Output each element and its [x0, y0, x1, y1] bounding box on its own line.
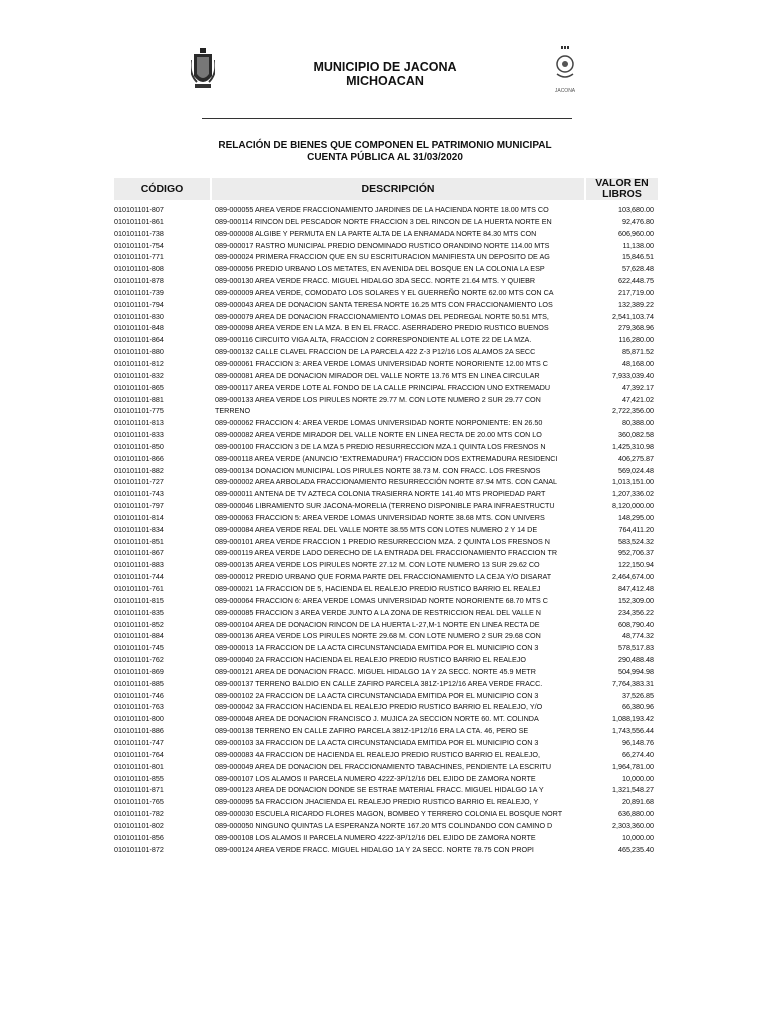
- table-row: [0, 429, 770, 441]
- column-header-value: VALOR EN LIBROS: [586, 178, 658, 200]
- row-code: 010101101-869: [114, 666, 164, 676]
- table-row: [0, 737, 770, 749]
- row-code: 010101101-761: [114, 584, 164, 593]
- row-value: 2,541,103.74: [612, 311, 654, 321]
- row-value: 47,392.17: [622, 382, 654, 392]
- table-row: [0, 536, 770, 548]
- row-description: 089-000100 FRACCION 3 DE LA MZA 5 PREDIO RESURRECCION MZA.1 QUINTA LOS FRESNOS N: [215, 441, 546, 451]
- row-code: 010101101-744: [114, 572, 164, 582]
- row-code: 010101101-878: [114, 276, 164, 286]
- table-row: [0, 465, 770, 477]
- row-description: 089-000055 AREA VERDE FRACCIONAMIENTO JARDINES DE LA HACIENDA NORTE 18.00 MTS CO: [215, 205, 549, 214]
- table-row: [0, 571, 770, 583]
- row-value: 10,000.00: [622, 832, 654, 842]
- row-value: 847,412.48: [618, 584, 654, 593]
- row-value: 7,764,383.31: [612, 678, 654, 688]
- table-row: [0, 832, 770, 844]
- row-description: 089-000013 1A FRACCION DE LA ACTA CIRCUNSTANCIADA EMITIDA POR EL MUNICIPIO CON 3: [215, 643, 539, 653]
- row-code: 010101101-797: [114, 501, 164, 511]
- table-row: [0, 547, 770, 559]
- row-code: 010101101-856: [114, 832, 164, 842]
- row-value: 1,013,151.00: [612, 477, 654, 487]
- row-description: 089-000138 TERRENO EN CALLE ZAFIRO PARCELA 381Z-1P12/16 ERA LA CTA. 46, PERO SE: [215, 726, 529, 736]
- row-value: 2,722,356.00: [612, 406, 654, 416]
- row-code: 010101101-802: [114, 820, 164, 830]
- row-code: 010101101-815: [114, 595, 164, 605]
- row-description: 089-000017 RASTRO MUNICIPAL PREDIO DENOMINADO RUSTICO ORANDINO NORTE 114.00 MTS: [215, 240, 550, 250]
- row-description: 089-000116 CIRCUITO VIGA ALTA, FRACCION 2 CORRESPONDIENTE AL LOTE 22 DE LA MZA.: [215, 335, 532, 345]
- row-code: 010101101-848: [114, 323, 164, 333]
- table-row: [0, 808, 770, 820]
- row-description: 089-000085 FRACCION 3 AREA VERDE JUNTO A LA ZONA DE RESTRICCION REAL DEL VALLE N: [215, 607, 541, 617]
- row-code: 010101101-833: [114, 430, 164, 440]
- row-value: 85,871.52: [622, 347, 654, 357]
- row-description: 089-000040 2A FRACCION HACIENDA EL REALEJO PREDIO RUSTICO BARRIO EL REALEJO: [215, 655, 527, 665]
- row-description: 089-000121 AREA DE DONACION FRACC. MIGUEL HIDALGO 1A Y 2A SECC. NORTE 45.9 METR: [215, 666, 536, 676]
- table-row: [0, 583, 770, 595]
- row-value: 2,464,674.00: [612, 572, 654, 582]
- column-header-code: CÓDIGO: [114, 178, 210, 200]
- table-row: [0, 820, 770, 832]
- table-row: [0, 311, 770, 323]
- row-code: 010101101-743: [114, 489, 164, 499]
- row-value: 504,994.98: [618, 666, 654, 676]
- table-row: [0, 204, 770, 216]
- row-code: 010101101-835: [114, 607, 164, 617]
- row-code: 010101101-851: [114, 536, 164, 546]
- row-code: 010101101-866: [114, 453, 164, 463]
- row-description: 089-000102 2A FRACCION DE LA ACTA CIRCUNSTANCIADA EMITIDA POR EL MUNICIPIO CON 3: [215, 690, 539, 700]
- row-code: 010101101-746: [114, 690, 164, 700]
- row-description: TERRENO: [215, 406, 251, 416]
- table-row: [0, 240, 770, 252]
- table-row: [0, 263, 770, 275]
- table-row: [0, 417, 770, 429]
- table-row: [0, 619, 770, 631]
- table-row: [0, 654, 770, 666]
- row-description: 089-000114 RINCON DEL PESCADOR NORTE FRACCION 3 DEL RINCON DE LA HUERTA NORTE EN: [215, 216, 552, 226]
- table-row: [0, 216, 770, 228]
- row-code: 010101101-867: [114, 548, 164, 558]
- row-description: 089-000123 AREA DE DONACION DONDE SE ESTRAE MATERIAL FRACC. MIGUEL HIDALGO 1A Y: [215, 785, 544, 795]
- row-description: 089-000081 AREA DE DONACION MIRADOR DEL VALLE NORTE 13.76 MTS EN LINEA CIRCULAR: [215, 370, 540, 380]
- table-row: [0, 642, 770, 654]
- row-value: 583,524.32: [618, 536, 654, 546]
- table-row: [0, 275, 770, 287]
- row-description: 089-000048 AREA DE DONACION FRANCISCO J. MUJICA 2A SECCION NORTE 60. MT. COLINDA: [215, 714, 539, 724]
- row-code: 010101101-800: [114, 714, 164, 724]
- row-description: 089-000024 PRIMERA FRACCION QUE EN SU ESCRITURACION MANIFIESTA UN DEPOSITO DE AG: [215, 252, 550, 262]
- row-value: 608,790.40: [618, 619, 654, 629]
- row-code: 010101101-832: [114, 370, 164, 380]
- table-row: [0, 796, 770, 808]
- row-description: 089-000043 AREA DE DONACION SANTA TERESA NORTE 16.25 MTS CON FRACCIONAMIENTO LOS: [215, 299, 553, 309]
- row-value: 569,024.48: [618, 465, 654, 475]
- row-value: 764,411.20: [618, 524, 654, 534]
- row-value: 152,309.00: [618, 595, 654, 605]
- table-row: [0, 500, 770, 512]
- row-description: 089-000124 AREA VERDE FRACC. MIGUEL HIDALGO 1A Y 2A SECC. NORTE 78.75 CON PROPI: [215, 844, 534, 854]
- table-row: [0, 512, 770, 524]
- row-code: 010101101-763: [114, 702, 164, 712]
- row-value: 8,120,000.00: [612, 501, 654, 511]
- row-value: 622,448.75: [618, 276, 654, 286]
- row-value: 234,356.22: [618, 607, 654, 617]
- table-row: [0, 346, 770, 358]
- row-value: 217,719.00: [618, 287, 654, 297]
- row-code: 010101101-739: [114, 287, 164, 297]
- row-code: 010101101-812: [114, 358, 164, 368]
- table-row: [0, 358, 770, 370]
- table-row: [0, 488, 770, 500]
- row-code: 010101101-880: [114, 347, 164, 357]
- row-code: 010101101-807: [114, 205, 164, 214]
- table-row: [0, 844, 770, 856]
- table-row: [0, 607, 770, 619]
- row-code: 010101101-883: [114, 560, 164, 570]
- table-row: [0, 524, 770, 536]
- row-code: 010101101-872: [114, 844, 164, 854]
- row-value: 11,138.00: [622, 240, 654, 250]
- table-row: [0, 453, 770, 465]
- table-row: [0, 394, 770, 406]
- logo-caption: JACONA: [554, 88, 576, 94]
- table-row: [0, 690, 770, 702]
- row-code: 010101101-814: [114, 512, 164, 522]
- table-row: [0, 370, 770, 382]
- row-value: 1,088,193.42: [612, 714, 654, 724]
- row-code: 010101101-861: [114, 216, 164, 226]
- row-value: 606,960.00: [618, 228, 654, 238]
- row-description: 089-000079 AREA DE DONACION FRACCIONAMIENTO LOMAS DEL PEDREGAL NORTE 50.51 MTS,: [215, 311, 549, 321]
- header-divider: [202, 118, 572, 119]
- row-value: 1,425,310.98: [612, 441, 654, 451]
- row-description: 089-000011 ANTENA DE TV AZTECA COLONIA TRASIERRA NORTE 141.40 MTS PROPIEDAD PART: [215, 489, 546, 499]
- row-description: 089-000050 NINGUNO QUINTAS LA ESPERANZA NORTE 167.20 MTS COLINDANDO CON CAMINO D: [215, 820, 553, 830]
- row-description: 089-000002 AREA ARBOLADA FRACCIONAMIENTO RESURRECCIÓN NORTE 87.94 MTS. CON CANAL: [215, 477, 558, 487]
- table-row: [0, 251, 770, 263]
- row-description: 089-000135 AREA VERDE LOS PIRULES NORTE 27.12 M. CON LOTE NUMERO 13 SUR 29.62 CO: [215, 560, 540, 570]
- row-description: 089-000104 AREA DE DONACION RINCON DE LA HUERTA L-27,M-1 NORTE EN LINEA RECTA DE: [215, 619, 540, 629]
- asset-table-body: [0, 204, 770, 855]
- table-row: [0, 322, 770, 334]
- row-code: 010101101-808: [114, 264, 164, 274]
- row-code: 010101101-882: [114, 465, 164, 475]
- row-description: 089-000130 AREA VERDE FRACC. MIGUEL HIDALGO 3DA SECC. NORTE 21.64 MTS. Y QUIEBR: [215, 276, 536, 286]
- row-description: 089-000119 AREA VERDE LADO DERECHO DE LA ENTRADA DEL FRACCIONAMIENTO FRACCION TR: [215, 548, 558, 558]
- table-row: [0, 773, 770, 785]
- row-code: 010101101-852: [114, 619, 164, 629]
- row-description: 089-000134 DONACION MUNICIPAL LOS PIRULES NORTE 38.73 M. CON FRACC. LOS FRESNOS: [215, 465, 541, 475]
- row-value: 37,526.85: [622, 690, 654, 700]
- table-row: [0, 630, 770, 642]
- table-row: [0, 405, 770, 417]
- row-description: 089-000132 CALLE CLAVEL FRACCION DE LA PARCELA 422 Z-3 P12/16 LOS ALAMOS 2A SECC: [215, 347, 536, 357]
- row-code: 010101101-830: [114, 311, 164, 321]
- row-code: 010101101-762: [114, 655, 164, 665]
- row-code: 010101101-754: [114, 240, 164, 250]
- row-description: 089-000098 AREA VERDE EN LA MZA. B EN EL FRACC. ASERRADERO PREDIO RUSTICO BUENOS: [215, 323, 549, 333]
- row-value: 57,628.48: [622, 264, 654, 274]
- row-value: 290,488.48: [618, 655, 654, 665]
- row-description: 089-000103 3A FRACCION DE LA ACTA CIRCUNSTANCIADA EMITIDA POR EL MUNICIPIO CON 3: [215, 737, 539, 747]
- row-description: 089-000009 AREA VERDE, COMODATO LOS SOLARES Y EL GUERREÑO NORTE 62.00 MTS CON CA: [215, 287, 554, 297]
- row-description: 089-000117 AREA VERDE LOTE AL FONDO DE LA CALLE PRINCIPAL FRACCION UNO EXTREMADU: [215, 382, 551, 392]
- table-row: [0, 595, 770, 607]
- row-value: 578,517.83: [618, 643, 654, 653]
- row-description: 089-000008 ALGIBE Y PERMUTA EN LA PARTE ALTA DE LA ENRAMADA NORTE 84.30 MTS CON: [215, 228, 537, 238]
- row-code: 010101101-834: [114, 524, 164, 534]
- row-description: 089-000062 FRACCION 4: AREA VERDE LOMAS UNIVERSIDAD NORTE NORPONIENTE: EN 26.50: [215, 418, 543, 428]
- row-code: 010101101-864: [114, 335, 164, 345]
- row-code: 010101101-850: [114, 441, 164, 451]
- row-value: 15,846.51: [622, 252, 654, 262]
- row-value: 96,148.76: [622, 737, 654, 747]
- table-row: [0, 334, 770, 346]
- row-value: 10,000.00: [622, 773, 654, 783]
- row-description: 089-000101 AREA VERDE FRACCION 1 PREDIO RESURRECCION MZA. 2 QUINTA LOS FRESNOS N: [215, 536, 550, 546]
- row-code: 010101101-794: [114, 299, 164, 309]
- row-value: 7,933,039.40: [612, 370, 654, 380]
- column-header-description: DESCRIPCIÓN: [212, 178, 584, 200]
- table-row: [0, 701, 770, 713]
- row-code: 010101101-886: [114, 726, 164, 736]
- row-code: 010101101-885: [114, 678, 164, 688]
- row-value: 66,380.96: [622, 702, 654, 712]
- row-description: 089-000083 4A FRACCION DE HACIENDA EL REALEJO PREDIO RUSTICO BARRIO EL REALEJO,: [215, 749, 541, 759]
- row-value: 952,706.37: [618, 548, 654, 558]
- row-description: 089-000061 FRACCION 3: AREA VERDE LOMAS UNIVERSIDAD NORTE NORORIENTE 12.00 MTS C: [215, 358, 548, 368]
- row-description: 089-000095 5A FRACCION JHACIENDA EL REALEJO PREDIO RUSTICO BARRIO EL REALEJO, Y: [215, 797, 539, 807]
- row-description: 089-000137 TERRENO BALDIO EN CALLE ZAFIRO PARCELA 381Z-1P12/16 AREA VERDE FRACC.: [215, 678, 543, 688]
- table-row: [0, 559, 770, 571]
- row-description: 089-000012 PREDIO URBANO QUE FORMA PARTE DEL FRACCIONAMIENTO LA CEJA Y/O DISARAT: [215, 572, 552, 582]
- org-state: MICHOACAN: [346, 74, 424, 88]
- row-value: 20,891.68: [622, 797, 654, 807]
- table-row: [0, 287, 770, 299]
- row-description: 089-000063 FRACCION 5: AREA VERDE LOMAS UNIVERSIDAD NORTE 38.68 MTS. CON UNIVERS: [215, 512, 545, 522]
- row-description: 089-000082 AREA VERDE MIRADOR DEL VALLE NORTE EN LINEA RECTA DE 20.00 MTS CON LO: [215, 430, 542, 440]
- row-code: 010101101-727: [114, 477, 164, 487]
- row-value: 47,421.02: [622, 394, 654, 404]
- row-value: 48,168.00: [622, 358, 654, 368]
- row-value: 103,680.00: [618, 205, 654, 214]
- row-description: 089-000049 AREA DE DONACION DEL FRACCIONAMIENTO TABACHINES, PENDIENTE LA ESCRITU: [215, 761, 552, 771]
- row-value: 92,476.80: [622, 216, 654, 226]
- row-value: 116,280.00: [618, 335, 654, 345]
- row-value: 80,388.00: [622, 418, 654, 428]
- document-subtitle: CUENTA PÚBLICA AL 31/03/2020: [307, 152, 463, 163]
- row-value: 48,774.32: [622, 631, 654, 641]
- row-description: 089-000056 PREDIO URBANO LOS METATES, EN AVENIDA DEL BOSQUE EN LA COLONIA LA ESP: [215, 264, 545, 274]
- table-row: [0, 441, 770, 453]
- row-code: 010101101-765: [114, 797, 164, 807]
- row-value: 122,150.94: [618, 560, 654, 570]
- table-row: [0, 382, 770, 394]
- table-row: [0, 784, 770, 796]
- row-description: 089-000064 FRACCION 6: AREA VERDE LOMAS UNIVERSIDAD NORTE NORORIENTE 68.70 MTS C: [215, 595, 548, 605]
- row-value: 465,235.40: [618, 844, 654, 854]
- row-code: 010101101-775: [114, 406, 164, 416]
- row-value: 636,880.00: [618, 809, 654, 819]
- row-description: 089-000136 AREA VERDE LOS PIRULES NORTE 29.68 M. CON LOTE NUMERO 2 SUR 29.68 CON: [215, 631, 541, 641]
- row-description: 089-000107 LOS ALAMOS II PARCELA NUMERO 422Z-3P/12/16 DEL EJIDO DE ZAMORA NORTE: [215, 773, 536, 783]
- row-description: 089-000118 AREA VERDE (ANUNCIO "EXTREMADURA") FRACCION DOS EXTREMADURA RESIDENCI: [215, 453, 558, 463]
- row-code: 010101101-747: [114, 737, 164, 747]
- row-value: 1,964,781.00: [612, 761, 654, 771]
- row-description: 089-000108 LOS ALAMOS II PARCELA NUMERO 422Z-3P/12/16 DEL EJIDO DE ZAMORA NORTE: [215, 832, 536, 842]
- row-code: 010101101-881: [114, 394, 164, 404]
- row-code: 010101101-745: [114, 643, 164, 653]
- row-value: 148,295.00: [618, 512, 654, 522]
- table-row: [0, 713, 770, 725]
- row-description: 089-000133 AREA VERDE LOS PIRULES NORTE 29.77 M. CON LOTE NUMERO 2 SUR 29.77 CON: [215, 394, 541, 404]
- table-row: [0, 299, 770, 311]
- row-description: 089-000084 AREA VERDE REAL DEL VALLE NORTE 38.55 MTS CON LOTES NUMERO 2 Y 14 DE: [215, 524, 538, 534]
- table-row: [0, 666, 770, 678]
- row-value: 66,274.40: [622, 749, 654, 759]
- table-row: [0, 749, 770, 761]
- row-code: 010101101-871: [114, 785, 164, 795]
- row-code: 010101101-771: [114, 252, 164, 262]
- row-code: 010101101-738: [114, 228, 164, 238]
- row-value: 2,303,360.00: [612, 820, 654, 830]
- row-value: 360,082.58: [618, 430, 654, 440]
- org-name: MUNICIPIO DE JACONA: [313, 60, 457, 74]
- row-description: 089-000046 LIBRAMIENTO SUR JACONA-MORELIA (TERRENO DISPONIBLE PARA INFRAESTRUCTU: [215, 501, 555, 511]
- row-value: 132,389.22: [618, 299, 654, 309]
- table-row: [0, 476, 770, 488]
- row-value: 279,368.96: [618, 323, 654, 333]
- row-description: 089-000030 ESCUELA RICARDO FLORES MAGON, BOMBEO Y TERRERO COLONIA EL BOSQUE NORT: [215, 809, 563, 819]
- row-value: 1,321,548.27: [612, 785, 654, 795]
- row-code: 010101101-813: [114, 418, 164, 428]
- row-code: 010101101-855: [114, 773, 164, 783]
- row-description: 089-000042 3A FRACCION HACIENDA EL REALEJO PREDIO RUSTICO BARRIO EL REALEJO, Y/O: [215, 702, 543, 712]
- row-value: 406,275.87: [618, 453, 654, 463]
- row-value: 1,743,556.44: [612, 726, 654, 736]
- row-value: 1,207,336.02: [612, 489, 654, 499]
- row-code: 010101101-801: [114, 761, 164, 771]
- row-code: 010101101-764: [114, 749, 164, 759]
- row-description: 089-000021 1A FRACCION DE 5, HACIENDA EL REALEJO PREDIO RUSTICO BARRIO EL REALEJ: [215, 584, 541, 593]
- table-row: [0, 678, 770, 690]
- document-title: RELACIÓN DE BIENES QUE COMPONEN EL PATRIMONIO MUNICIPAL: [218, 140, 552, 151]
- row-code: 010101101-865: [114, 382, 164, 392]
- table-row: [0, 761, 770, 773]
- table-row: [0, 228, 770, 240]
- row-code: 010101101-782: [114, 809, 164, 819]
- table-row: [0, 725, 770, 737]
- row-code: 010101101-884: [114, 631, 164, 641]
